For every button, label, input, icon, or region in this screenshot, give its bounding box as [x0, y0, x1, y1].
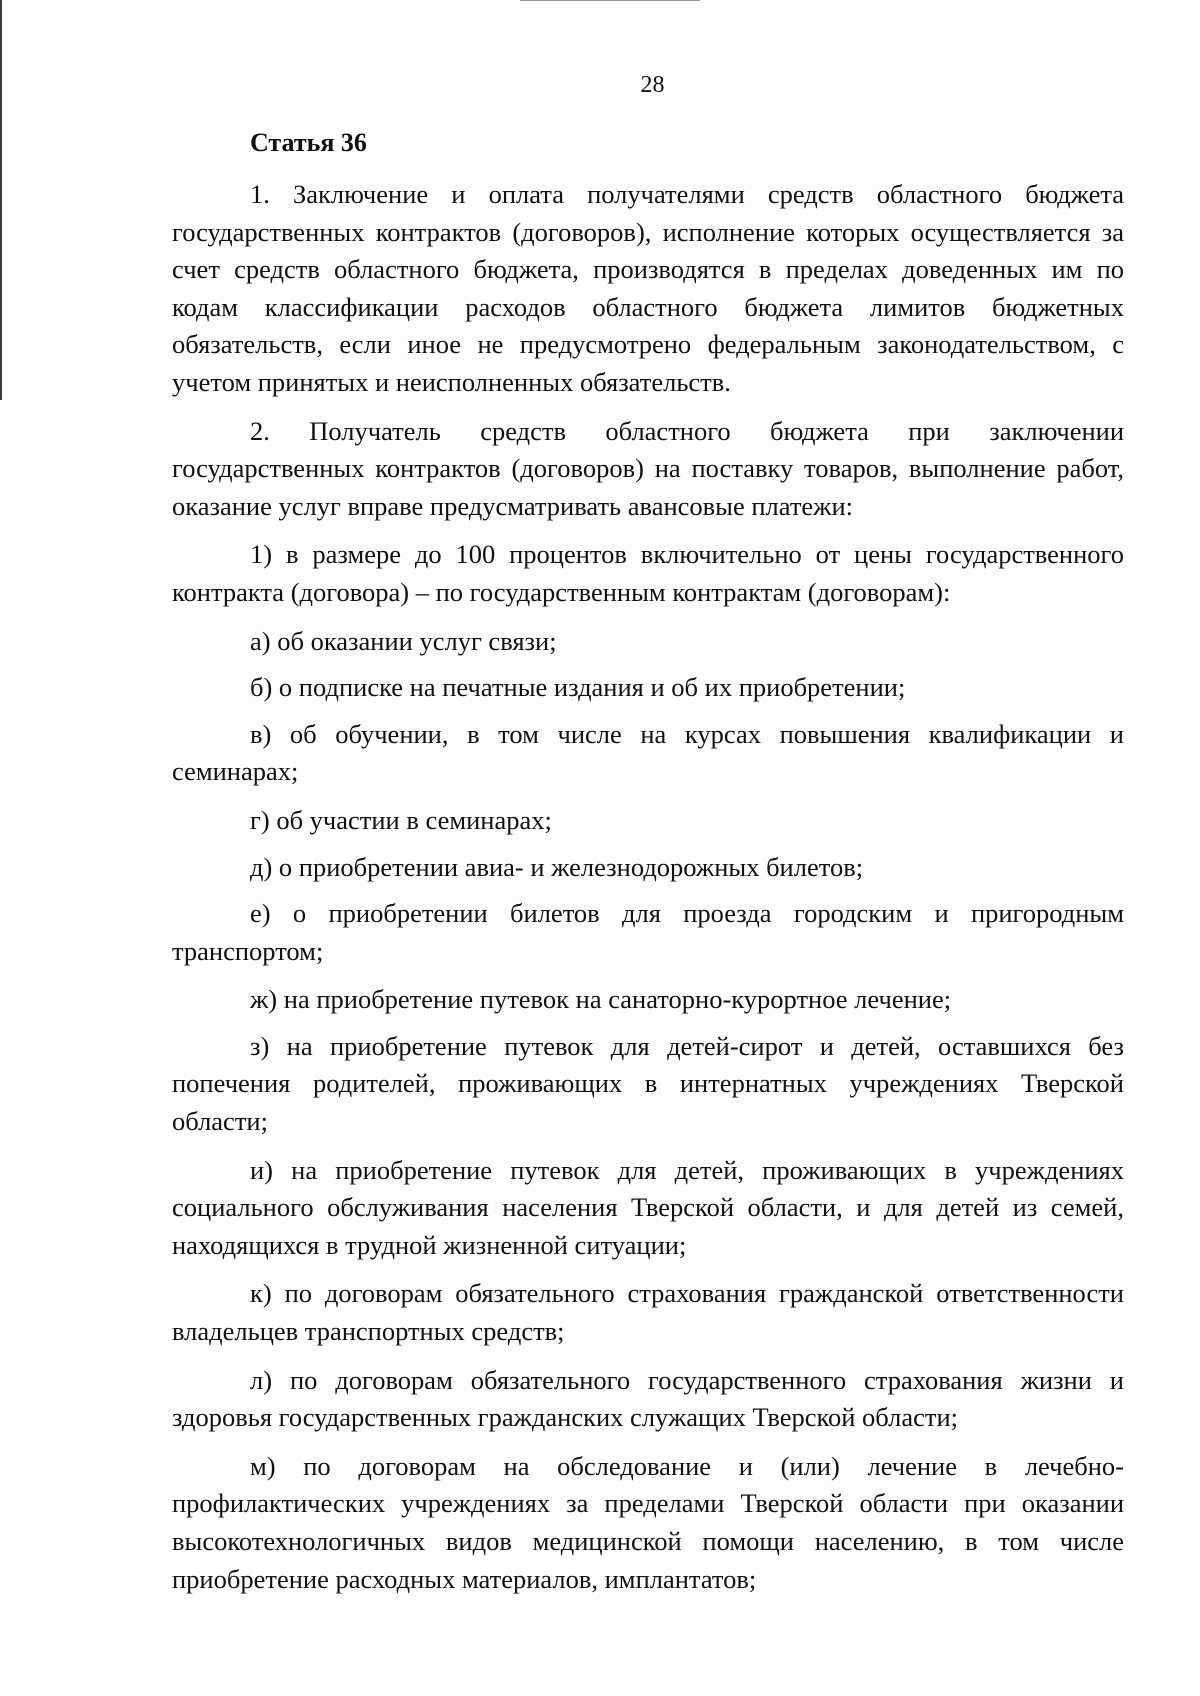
scan-edge-mark [0, 0, 2, 400]
list-item-g: г) об участии в семинарах; [250, 804, 552, 835]
list-item-m: м) по договорам на обследование и (или) лечение в лечебно-профилактических учреждениях за пределами Тверской области при оказании высокотехнологичных видов медицинской помощи населению, в том числе приобретение расходных материалов, имплантатов; [172, 1450, 1124, 1594]
list-item-d: д) о приобретении авиа- и железнодорожных билетов; [250, 851, 864, 882]
list-item-b: б) о подписке на печатные издания и об их приобретении; [250, 672, 906, 703]
article-body [172, 176, 1124, 1609]
paragraph-2: 2. Получатель средств областного бюджета при заключении государственных контрактов (договоров) на поставку товаров, выполнение работ, оказание услуг вправе предусматривать авансовые платежи: [172, 415, 1124, 521]
list-item-e: е) о приобретении билетов для проезда городским и пригородным транспортом; [172, 898, 1124, 966]
list-item-zh: ж) на приобретение путевок на санаторно-курортное лечение; [250, 984, 952, 1015]
list-item-a: а) об оказании услуг связи; [250, 625, 557, 656]
scan-top-mark [520, 0, 700, 1]
list-item-v: в) об обучении, в том числе на курсах повышения квалификации и семинарах; [172, 718, 1124, 787]
list-item-k: к) по договорам обязательного страхования гражданской ответственности владельцев транспортных средств; [172, 1278, 1124, 1347]
list-item-1: 1) в размере до 100 процентов включительно от цены государственного контракта (договора) – по государственным контрактам (договорам): [172, 539, 1124, 607]
list-item-l: л) по договорам обязательного государственного страхования жизни и здоровья государственных гражданских служащих Тверской области; [172, 1364, 1124, 1433]
page-number: 28 [640, 72, 665, 98]
paragraph-1: 1. Заключение и оплата получателями средств областного бюджета государственных контрактов (договоров), исполнение которых осуществляется за счет средств областного бюджета, производятся в пределах доведенных им по кодам классификации расходов областного бюджета лимитов бюджетных обязательств, если иное не предусмотрено федеральным законодательством, с учетом принятых и неисполненных обязательств. [172, 179, 1124, 397]
list-item-i: и) на приобретение путевок для детей, проживающих в учреждениях социального обслуживания населения Тверской области, и для детей из семей, находящихся в трудной жизненной ситуации; [172, 1154, 1124, 1260]
article-title: Статья 36 [250, 128, 367, 157]
list-item-z: з) на приобретение путевок для детей-сирот и детей, оставшихся без попечения родителей, проживающих в интернатных учреждениях Тверской области; [172, 1030, 1124, 1137]
